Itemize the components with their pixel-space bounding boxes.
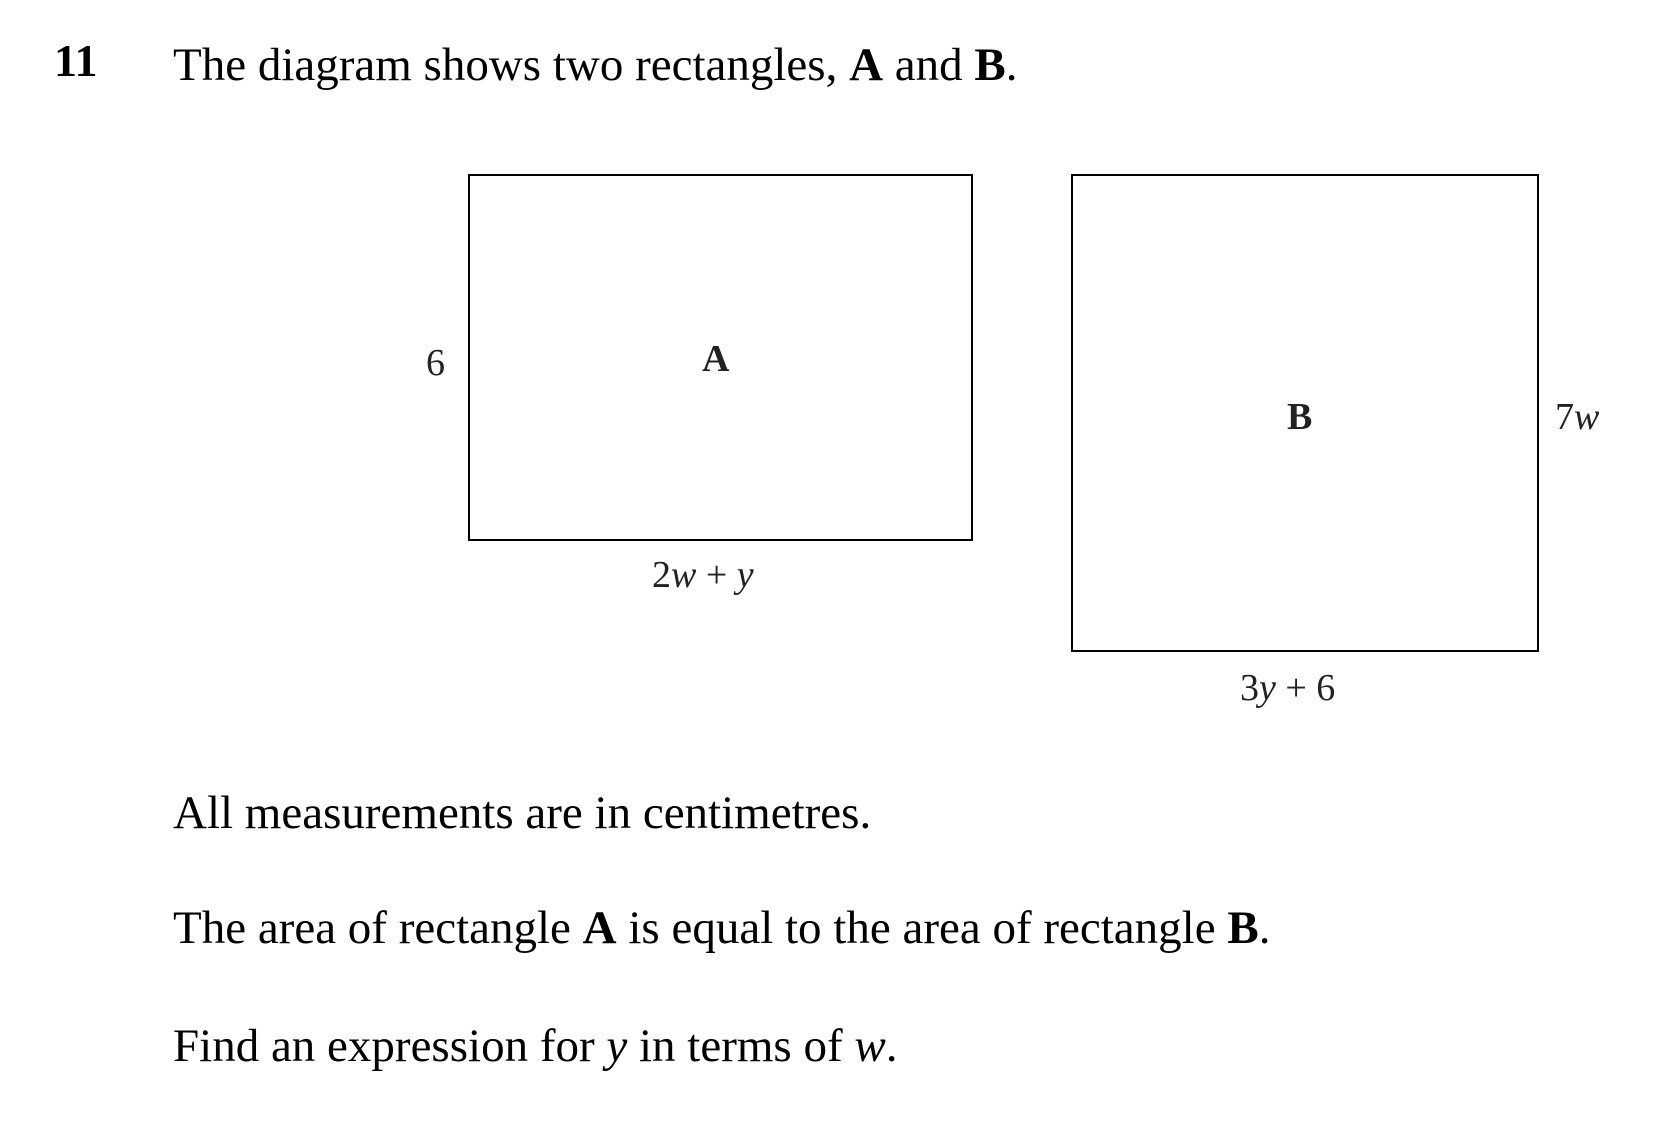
task-var-w: w xyxy=(854,1020,886,1072)
area-text-before: The area of rectangle xyxy=(173,902,583,954)
task-text-after: . xyxy=(885,1020,898,1072)
rectangle-b-bottom-label xyxy=(1240,669,1335,707)
intro-label-a: A xyxy=(849,39,884,91)
rectangle-a-bottom-label xyxy=(652,556,754,594)
area-text-middle: is equal to the area of rectangle xyxy=(616,902,1228,954)
intro-label-b: B xyxy=(974,39,1006,91)
area-text-after: . xyxy=(1258,902,1271,954)
intro-text-before: The diagram shows two rectangles, xyxy=(173,39,850,91)
rectangle-b-bottom-rest: + 6 xyxy=(1275,667,1336,709)
area-statement xyxy=(173,902,1271,954)
task-text-before: Find an expression for xyxy=(173,1020,607,1072)
rectangle-a-bottom-coef: 2 xyxy=(652,554,671,596)
rectangle-b-side-var-w: w xyxy=(1574,396,1600,438)
rectangle-b-name: B xyxy=(1287,396,1313,438)
rectangle-b-bottom-coef: 3 xyxy=(1240,667,1259,709)
rectangle-b-side-coef: 7 xyxy=(1555,396,1574,438)
rectangle-a-bottom-var-w: w xyxy=(671,554,697,596)
area-label-b: B xyxy=(1227,902,1259,954)
rectangle-a-name: A xyxy=(702,338,730,380)
rectangle-b-bottom-var-y: y xyxy=(1259,667,1276,709)
intro-text-and: and xyxy=(883,39,975,91)
rectangle-a-side-label: 6 xyxy=(426,342,445,384)
task-statement xyxy=(173,1020,898,1072)
rectangle-a-bottom-var-y: y xyxy=(736,554,754,596)
rectangle-a-bottom-op: + xyxy=(696,554,737,596)
rectangle-b-side-label xyxy=(1555,398,1599,436)
question-intro xyxy=(173,39,1018,91)
question-number: 11 xyxy=(54,35,98,86)
task-var-y: y xyxy=(606,1020,628,1072)
measurements-statement: All measurements are in centimetres. xyxy=(173,787,872,839)
task-text-middle: in terms of xyxy=(627,1020,855,1072)
area-label-a: A xyxy=(582,902,617,954)
intro-text-after: . xyxy=(1005,39,1018,91)
